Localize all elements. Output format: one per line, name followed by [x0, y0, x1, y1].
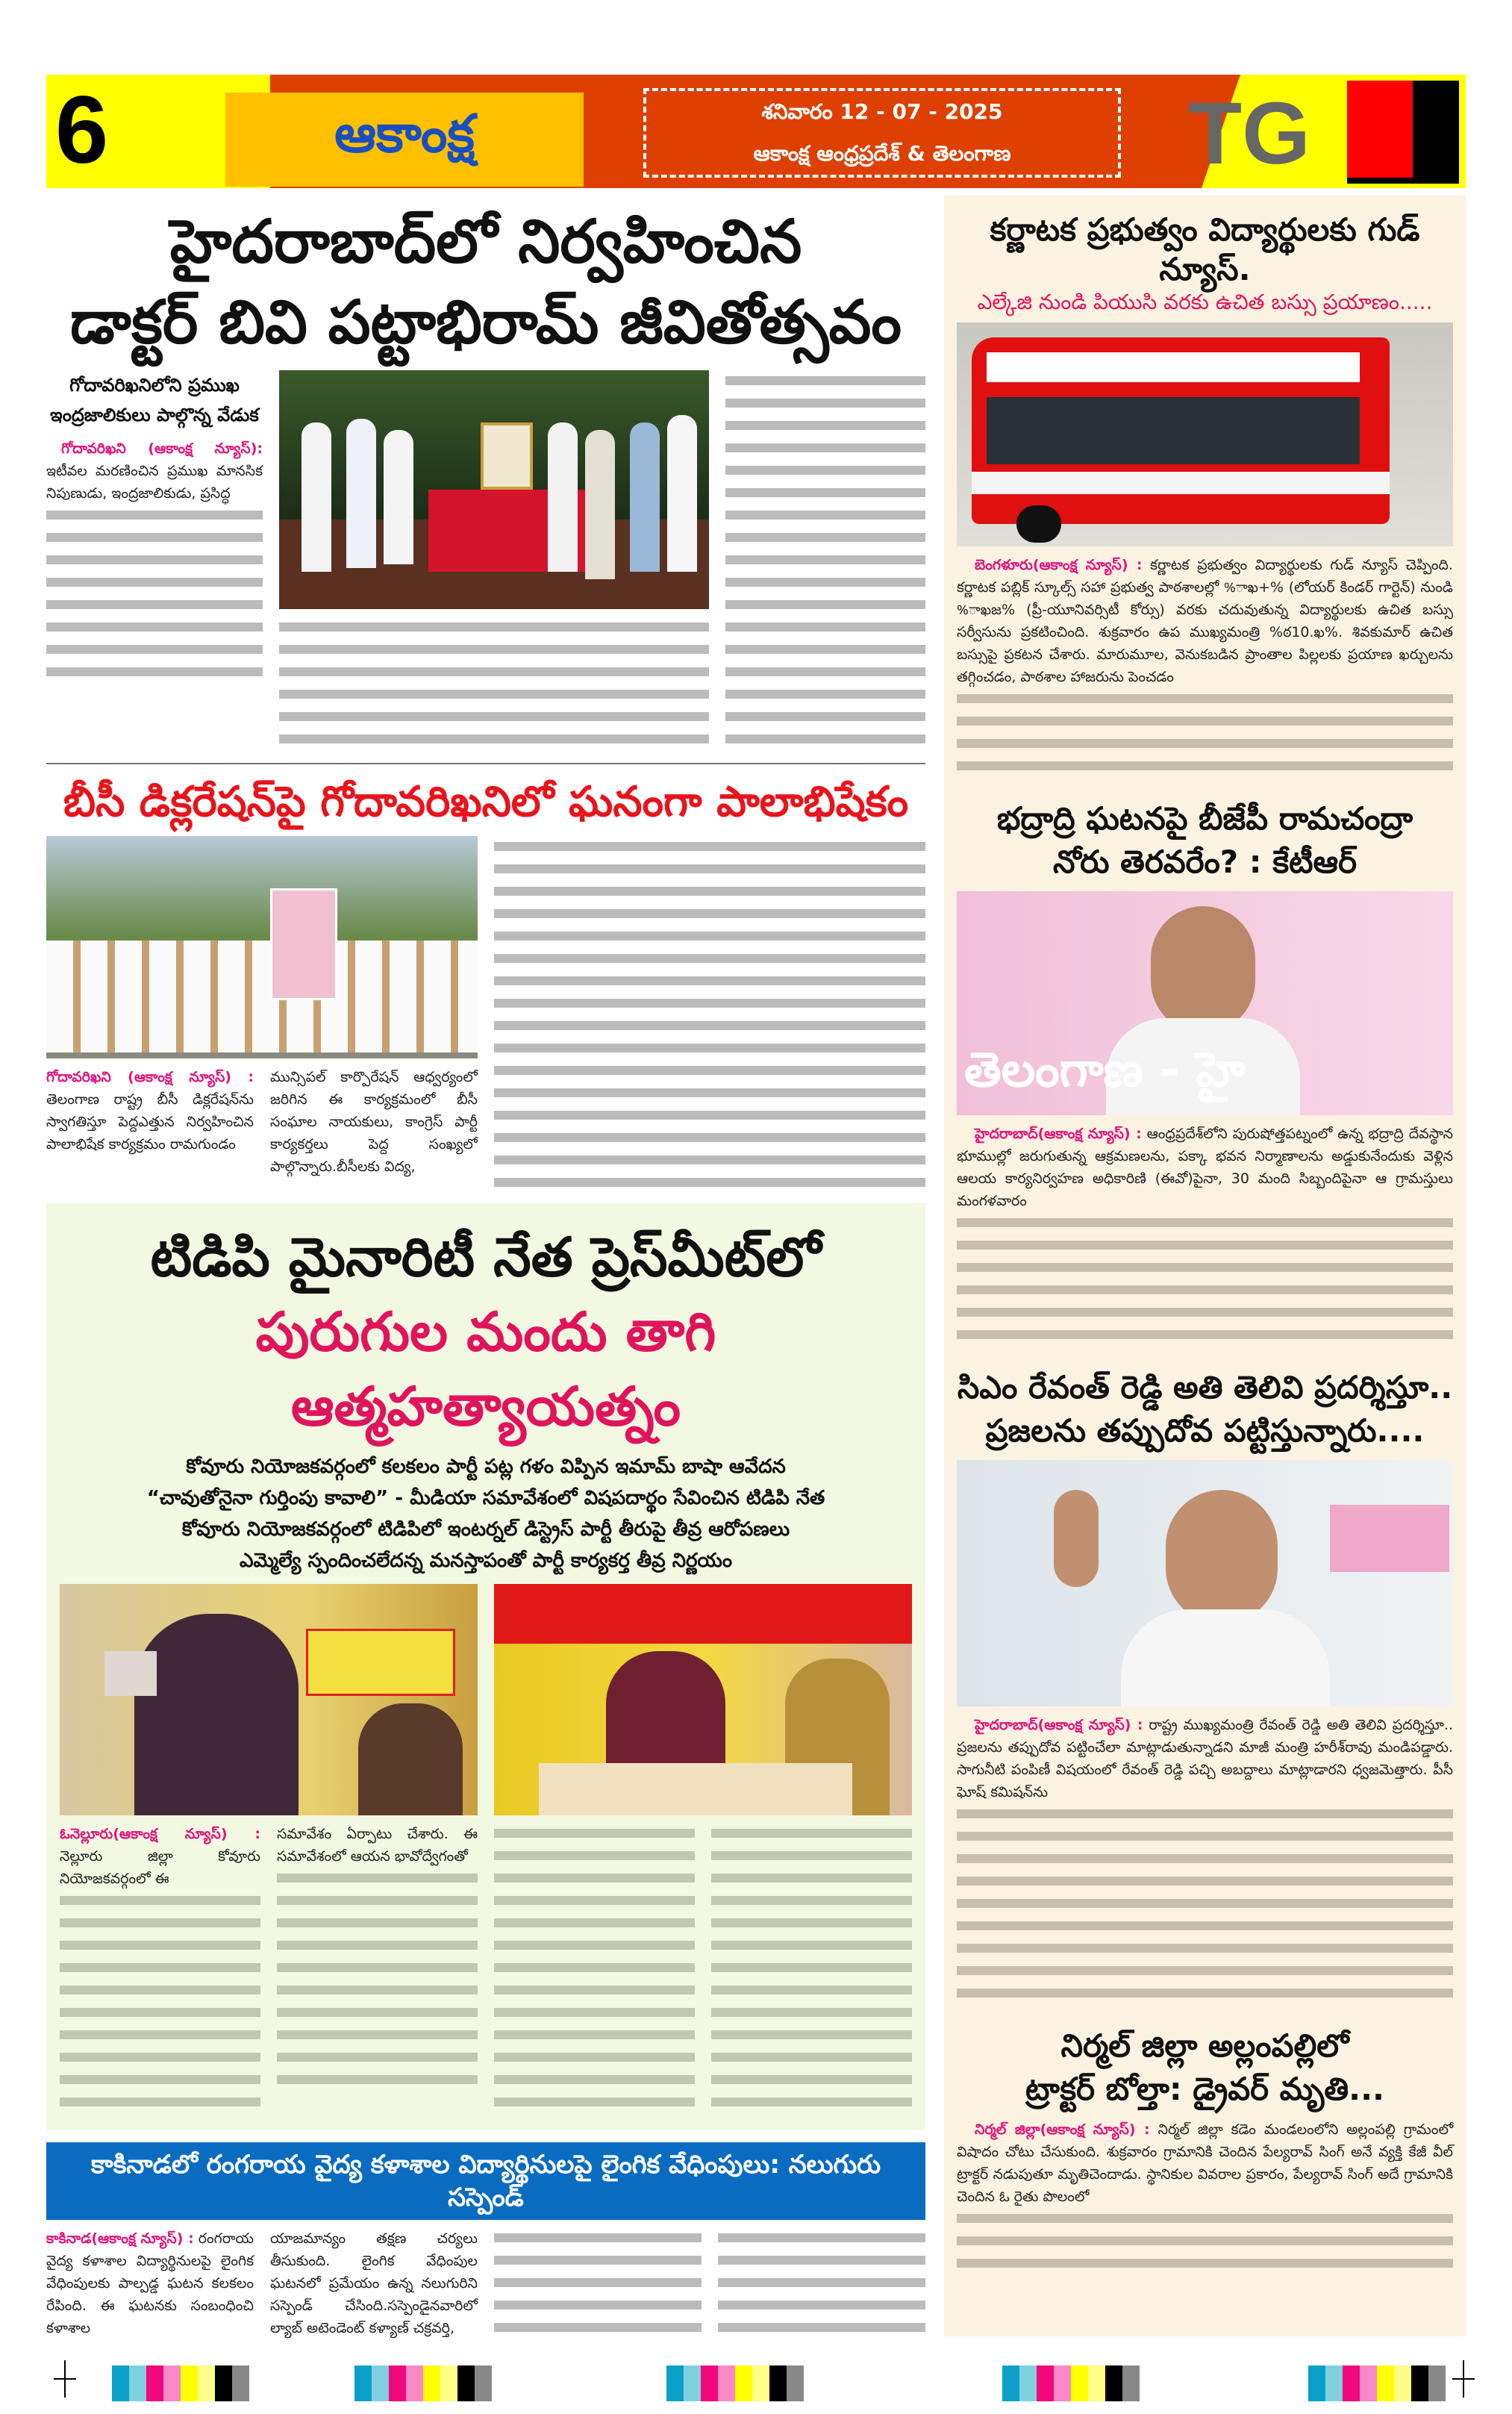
print-color-bar: [354, 2365, 492, 2401]
registration-mark: [54, 2378, 76, 2380]
text-lines: [725, 370, 925, 751]
divider: [46, 763, 925, 764]
color-swatch: [1360, 2365, 1377, 2401]
story3-headline: [60, 1220, 912, 1444]
color-swatch: [1105, 2365, 1122, 2401]
ktr-headline: [957, 797, 1453, 884]
color-swatch: [1037, 2365, 1054, 2401]
red-black-flag-block: [1347, 81, 1459, 184]
story4-body: [46, 2227, 254, 2339]
subhead: ఎమ్మెల్యే స్పందించలేదన్న మనస్తాపంతో పార్టీ కార్యకర్త తీవ్ర నిర్ణయం: [239, 1550, 733, 1572]
color-swatch: [423, 2365, 440, 2401]
karnataka-headline: కర్ణాటక ప్రభుత్వం విద్యార్థులకు గుడ్ న్యూస్.: [990, 211, 1420, 287]
headline-line: పురుగుల మందు తాగి ఆత్మహత్యాయత్నం: [255, 1300, 716, 1438]
color-swatch: [475, 2365, 492, 2401]
headline-line: భద్రాద్రి ఘటనపై బీజేపీ రామచంద్రా: [996, 800, 1413, 837]
color-swatch: [389, 2365, 406, 2401]
color-swatch: [1054, 2365, 1071, 2401]
headline-line: నిర్మల్ జిల్లా అల్లంపల్లిలో: [1060, 2027, 1349, 2064]
text-lines: [279, 617, 709, 751]
color-swatch: [232, 2365, 249, 2401]
headline-line: నోరు తెరవరేం? : కేటీఆర్: [1053, 843, 1357, 880]
print-color-bar: [112, 2365, 249, 2401]
story1-col1: [46, 370, 263, 751]
body-text: నెల్లూరు జిల్లా కోవూరు నియోజకవర్గంలో ఈ: [60, 1848, 260, 1887]
text-lines: [494, 1823, 695, 2114]
text-lines: [957, 2208, 1453, 2275]
registration-mark: [1452, 2378, 1475, 2380]
tdp-story-box: [46, 1203, 925, 2130]
color-swatch: [129, 2365, 146, 2401]
text-lines: [957, 688, 1453, 778]
ktr-photo: [957, 891, 1453, 1115]
color-swatch: [1394, 2365, 1411, 2401]
story3-body-col2: సమావేశం ఏర్పాటు చేశారు. ఈ సమావేశంలో ఆయన భావోద్వేగంతో: [277, 1826, 478, 1865]
color-swatch: [372, 2365, 389, 2401]
color-swatch: [1343, 2365, 1360, 2401]
headline-line: సిఎం రేవంత్ రెడ్డి అతి తెలివి ప్రదర్శిస్తూ..: [957, 1369, 1453, 1406]
story2-body-col2: మున్సిపల్ కార్పొరేషన్ ఆధ్వర్యంలో జరిగిన ఈ కార్యక్రమంలో బీసీ సంఘాల నాయకులు, కాంగ్రెస్ పార్టీ కార్యకర్తలు పెద్ద సంఖ్యలో పాల్గొన్నారు.బీసీలకు విద్య,: [270, 1069, 478, 1175]
story4-text: [46, 2227, 925, 2339]
issue-date: శనివారం 12 - 07 - 2025: [761, 99, 1003, 124]
karnataka-story: [957, 210, 1453, 778]
dateline: గోదావరిఖని (ఆకాంక్ష న్యూస్):: [61, 440, 263, 457]
color-swatch: [112, 2365, 129, 2401]
headline-line: డాక్టర్ బివి పట్టాభిరామ్ జీవితోత్సవం: [70, 287, 902, 357]
story2-body: [46, 1066, 254, 1178]
color-swatch: [198, 2365, 215, 2401]
color-swatch: [752, 2365, 769, 2401]
print-color-bar: [1308, 2365, 1446, 2401]
press-meet-photo-2: [494, 1584, 912, 1815]
color-swatch: [1377, 2365, 1394, 2401]
color-swatch: [1002, 2365, 1019, 2401]
right-column: [944, 196, 1466, 2336]
nirmal-headline: [957, 2024, 1453, 2111]
headline-line: టిడిపి మైనారిటీ నేత ప్రెస్‌మీట్‌లో: [150, 1226, 822, 1288]
dateline: నిర్మల్ జిల్లా(ఆకాంక్ష న్యూస్) :: [975, 2121, 1150, 2138]
story3-photos: [60, 1584, 912, 1815]
print-color-bar: [666, 2365, 804, 2401]
color-swatch: [769, 2365, 787, 2401]
story3-col1: [60, 1823, 260, 2114]
text-lines: [46, 505, 263, 684]
color-swatch: [354, 2365, 372, 2401]
text-lines: [718, 2227, 925, 2339]
harish-body: [957, 1714, 1453, 1803]
headline-line: ప్రజలను తప్పుదోవ పట్టిస్తున్నారు....: [985, 1412, 1425, 1449]
ktr-story: [957, 797, 1453, 1347]
bus-photo: [957, 322, 1453, 546]
print-color-bar: [1002, 2365, 1140, 2401]
text-lines: [494, 836, 925, 1187]
story4-headline-bar: కాకినాడలో రంగరాయ వైద్య కళాశాల విద్యార్థినులపై లైంగిక వేధింపులు: నలుగురు సస్పెండ్: [46, 2142, 925, 2220]
body-text: తెలంగాణ రాష్ట్ర బీసీ డిక్లరేషన్‌ను స్వాగతిస్తూ పెద్దఎత్తున నిర్వహించిన పాలాభిషేక కార్యక్రమం రామగుండం: [46, 1091, 254, 1153]
body-text: నిర్మల్ జిల్లా కడెం మండలంలోని అల్లంపల్లి గ్రామంలో విషాదం చోటు చేసుకుంది. శుక్రవారం గ్రామానికి చెందిన పేల్యరావ్ సింగ్ అనే వ్యక్తి కేజీ వీల్ ట్రాక్టర్ నడుపుతూ మృతిచెందాడు. స్థానికుల వివరాల ప్రకారం, పేల్యరావ్ సింగ్ అదే గ్రామానికి చెందిన ఓ రైతు పొలంలో: [957, 2121, 1453, 2205]
color-swatch: [163, 2365, 181, 2401]
body-text: రాష్ట్ర ముఖ్యమంత్రి రేవంత్ రెడ్డి అతి తెలివి ప్రదర్శిస్తూ.. ప్రజలను తప్పుదోవ పట్టించేలా మాట్లాడుతున్నాడని మాజీ మంత్రి హరీశ్‌రావు మండిపడ్డారు. సాగునీటి పంపిణీ విషయంలో రేవంత్ రెడ్డి పచ్చి అబద్దాలు మాట్లాడారని ధ్వజమెత్తారు. పీసీ ఘోష్ కమిషన్‌ను: [957, 1717, 1454, 1800]
dateline: హైదరాబాద్(ఆకాంక్ష న్యూస్) :: [975, 1717, 1143, 1733]
color-swatch: [1325, 2365, 1343, 2401]
text-lines: [494, 2227, 702, 2339]
color-swatch: [701, 2365, 718, 2401]
color-swatch: [684, 2365, 701, 2401]
press-meet-photo-1: [60, 1584, 478, 1815]
subhead: “చావుతోనైనా గుర్తింపు కావాలి” - మీడియా సమావేశంలో విషపదార్థం సేవించిన టిడిపి నేత: [146, 1487, 825, 1509]
page-number: 6: [55, 77, 109, 184]
dateline: కాకినాడ(ఆకాంక్ష న్యూస్) :: [46, 2230, 194, 2247]
story1-layout: [46, 370, 925, 751]
color-swatch: [718, 2365, 735, 2401]
color-swatch: [1308, 2365, 1325, 2401]
story3-subheads: [60, 1451, 912, 1576]
edition-name: ఆకాంక్ష ఆంధ్రప్రదేశ్ & తెలంగాణ: [753, 141, 1011, 166]
nirmal-story: [957, 2024, 1453, 2275]
text-lines: [60, 1890, 260, 2114]
headline-line: హైదరాబాద్‌లో నిర్వహించిన: [169, 207, 802, 276]
harish-rao-photo: [957, 1460, 1453, 1706]
newspaper-logo: ఆకాంక్ష: [225, 93, 584, 187]
harish-story: [957, 1366, 1453, 2005]
subhead: కోవూరు నియోజకవర్గంలో కలకలం పార్టీ పట్ల గళం విప్పిన ఇమామ్ బాషా ఆవేదన: [186, 1456, 786, 1478]
color-swatch: [1122, 2365, 1140, 2401]
color-swatch: [1428, 2365, 1446, 2401]
dateline: బెంగళూరు(ఆకాంక్ష న్యూస్) :: [975, 557, 1143, 573]
story1-headline: [46, 202, 925, 363]
text-lines: [277, 1868, 478, 2092]
color-swatch: [1411, 2365, 1428, 2401]
story2-col1: [46, 836, 478, 1187]
story3-body: [60, 1823, 260, 1890]
photo-caption: తెలంగాణ - హై: [964, 1043, 1246, 1098]
body-text: ఆంధ్రప్రదేశ్‌లోని పురుషోత్తపట్నంలో ఉన్న భద్రాద్రి దేవస్థాన భూముల్లో జరుగుతున్న ఆక్రమణలను, పక్కా భవన నిర్మాణాలను అడ్డుకునేందుకు వెళ్లిన ఆలయ కార్యనిర్వహణ అధికారిణి (ఈవో)పైనా, 30 మంది సిబ్బందిపైనా ఆ గ్రామస్తులు మంగళవారం: [957, 1126, 1453, 1209]
color-swatch: [787, 2365, 804, 2401]
story3-text: [60, 1823, 912, 2114]
color-swatch: [181, 2365, 198, 2401]
story1-body: [46, 437, 263, 505]
masthead: [46, 75, 1466, 188]
color-swatch: [666, 2365, 684, 2401]
headline-line: ట్రాక్టర్ బోల్తా: డ్రైవర్ మృతి...: [1025, 2071, 1384, 2107]
story4-body-col2: యాజమాన్యం తక్షణ చర్యలు తీసుకుంది. లైంగిక వేధింపుల ఘటనలో ప్రమేయం ఉన్న నలుగురిని సస్పెండ్ చేసింది.సస్పెండైనవారిలో ల్యాబ్ అటెండెంట్ కళ్యాణ్ చక్రవర్తి,: [270, 2230, 478, 2336]
color-swatch: [735, 2365, 752, 2401]
story1-subhead: గోదావరిఖనిలోని ప్రముఖ ఇంద్రజాలికులు పాల్గొన్న వేడుక: [50, 375, 259, 425]
harish-headline: [957, 1366, 1453, 1453]
dateline: హైదరాబాద్(ఆకాంక్ష న్యూస్) :: [975, 1126, 1142, 1142]
text-lines: [711, 1823, 912, 2114]
ktr-body: [957, 1123, 1453, 1212]
subhead: కోవూరు నియోజకవర్గంలో టిడిపిలో ఇంటర్నల్ డిస్ట్రెస్ పార్టీ తీరుపై తీవ్ర ఆరోపణలు: [181, 1518, 790, 1541]
body-text: రంగరాయ వైద్య కళాశాల విద్యార్థినులపై లైంగిక వేధింపులకు పాల్పడ్డ ఘటన కలకలం రేపింది. ఈ ఘటనకు సంబంధించి కళాశాల: [46, 2230, 254, 2336]
color-swatch: [215, 2365, 232, 2401]
color-swatch: [1088, 2365, 1105, 2401]
color-swatch: [406, 2365, 423, 2401]
region-code: TG: [1188, 84, 1310, 183]
rally-photo: [46, 836, 478, 1058]
color-swatch: [457, 2365, 475, 2401]
karnataka-subhead: ఎల్కేజి నుండి పియుసి వరకు ఉచిత బస్సు ప్రయాణం.....: [977, 290, 1433, 314]
nirmal-body: [957, 2118, 1453, 2208]
story3-col2: [277, 1823, 478, 2114]
color-swatch: [146, 2365, 163, 2401]
body-text: కర్ణాటక ప్రభుత్వం విద్యార్థులకు గుడ్ న్యూస్ చెప్పింది. కర్ణాటక పబ్లిక్ స్కూల్స్ సహా ప్రభుత్వ పాఠశాలల్లో %ాఖ+% (లోయర్ కిండర్ గార్టెన్) నుండి %ాఖజ% (ప్రీ-యూనివర్సిటీ కోర్సు) వరకు చదువుతున్న విద్యార్థులకు ఉచిత బస్సు సర్వీసును ప్రకటించింది. శుక్రవారం ఉప ముఖ్యమంత్రి %ఠ10.ఖ%. శివకుమార్ ఉచిత బస్సుపై ప్రకటన చేశారు. మారుమూల, వెనుకబడిన ప్రాంతాల పిల్లలకు ప్రయాణ ఖర్చులను తగ్గించడం, పాఠశాల హాజరును పెంచడం: [957, 557, 1453, 685]
text-lines: [957, 1212, 1453, 1347]
color-swatch: [1071, 2365, 1088, 2401]
dateline: గోదావరిఖని (ఆకాంక్ష న్యూస్) :: [46, 1069, 254, 1085]
story2-layout: [46, 836, 925, 1187]
body-text: ఇటీవల మరణించిన ప్రముఖ మానసిక నిపుణుడు, ఇంద్రజాలికుడు, ప్రసిద్ధ: [46, 463, 263, 502]
color-swatch: [1019, 2365, 1037, 2401]
dateline: ఓనెల్లూరు(ఆకాంక్ష న్యూస్) :: [60, 1826, 260, 1842]
left-column: [46, 202, 925, 2339]
karnataka-body: [957, 554, 1453, 688]
date-box: [643, 88, 1121, 178]
color-swatch: [440, 2365, 457, 2401]
story1-col2: [279, 370, 709, 751]
event-photo: [279, 370, 709, 609]
story2-headline: బీసీ డిక్లరేషన్‌పై గోదావరిఖనిలో ఘనంగా పాలాభిషేకం: [63, 778, 909, 826]
story2-text: [46, 1066, 478, 1178]
text-lines: [957, 1803, 1453, 2005]
